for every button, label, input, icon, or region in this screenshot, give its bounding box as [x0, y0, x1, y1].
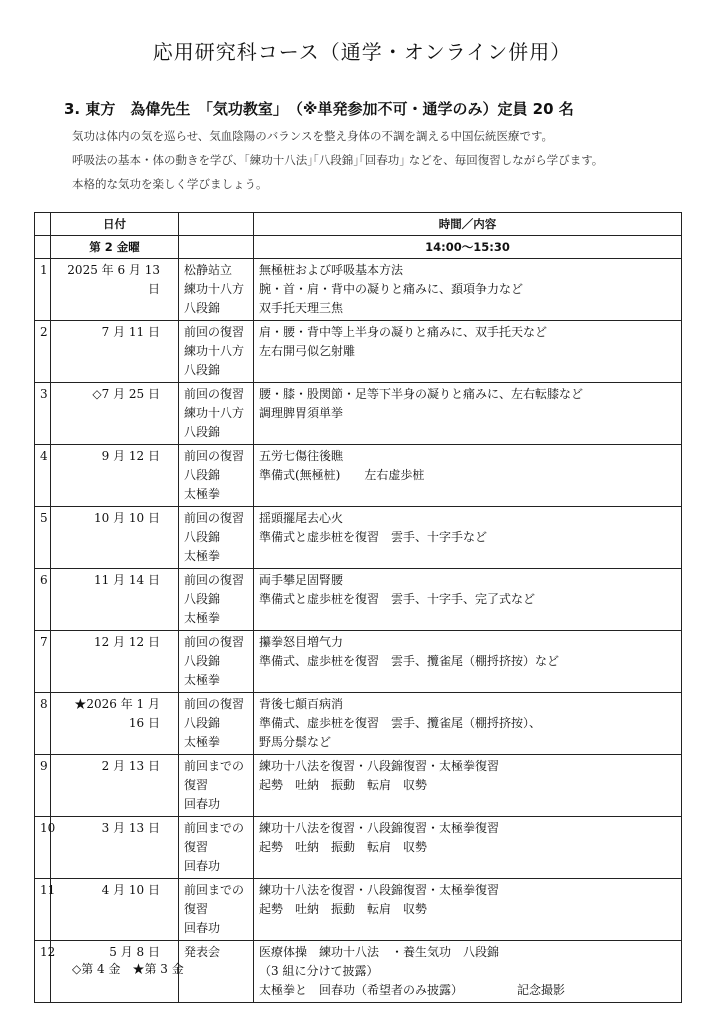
topic-line: 練功十八方 — [184, 406, 245, 420]
row-number: 8 — [35, 693, 51, 755]
content-line: 五労七傷往後瞧 — [259, 449, 344, 463]
topic-line: 八段錦 — [184, 468, 221, 482]
row-topics — [179, 507, 254, 569]
topic-line: 復習 — [184, 902, 209, 916]
topic-line: 八段錦 — [184, 425, 221, 439]
content-line: （3 組に分けて披露） — [259, 964, 379, 978]
topic-line: 練功十八方 — [184, 344, 245, 358]
content-line: 左右開弓似乞射雕 — [259, 344, 356, 358]
row-content — [254, 259, 682, 321]
table-row — [35, 383, 682, 445]
table-row — [35, 693, 682, 755]
subheader-time: 14:00〜15:30 — [254, 236, 682, 259]
row-content — [254, 445, 682, 507]
description-line: 呼吸法の基本・体の動きを学び、｢練功十八法｣｢八段錦｣｢回春功｣ などを、毎回復習しながら学びます。 — [72, 153, 604, 167]
footnote: ◇第 4 金 ★第 3 金 — [72, 962, 184, 976]
row-number: 1 — [35, 259, 51, 321]
topic-line: 前回の復習 — [184, 387, 245, 401]
row-number: 12 — [35, 941, 51, 1003]
content-line: 無極桩および呼吸基本方法 — [259, 263, 404, 277]
topic-line: 前回までの — [184, 821, 245, 835]
row-topics — [179, 259, 254, 321]
content-line: 準備式、虚歩桩を復習 雲手、攬雀尾（棚捋挤按）、 — [259, 716, 542, 730]
row-topics — [179, 817, 254, 879]
row-number: 7 — [35, 631, 51, 693]
content-line: 準備式と虚歩桩を復習 雲手、十字手、完了式など — [259, 592, 536, 606]
row-topics — [179, 631, 254, 693]
topic-line: 前回の復習 — [184, 635, 245, 649]
content-line: 起勢 吐納 振動 転肩 収勢 — [259, 840, 428, 854]
content-line: 両手攀足固腎腰 — [259, 573, 344, 587]
topic-line: 八段錦 — [184, 301, 221, 315]
row-content — [254, 569, 682, 631]
content-line: 太極拳と 回春功（希望者のみ披露） 記念撮影 — [259, 983, 566, 997]
row-number: 2 — [35, 321, 51, 383]
row-topics — [179, 693, 254, 755]
row-content — [254, 879, 682, 941]
row-topics — [179, 879, 254, 941]
row-topics — [179, 941, 254, 1003]
row-date: 12 月 12 日 — [51, 631, 179, 693]
header-content: 時間／内容 — [254, 213, 682, 236]
topic-line: 太極拳 — [184, 735, 221, 749]
row-content — [254, 755, 682, 817]
topic-line: 回春功 — [184, 797, 221, 811]
row-number: 4 — [35, 445, 51, 507]
topic-line: 前回までの — [184, 883, 245, 897]
topic-line: 八段錦 — [184, 363, 221, 377]
row-date: 2025 年 6 月 13 日 — [51, 259, 179, 321]
row-topics — [179, 383, 254, 445]
topic-line: 八段錦 — [184, 716, 221, 730]
row-content — [254, 693, 682, 755]
table-row — [35, 445, 682, 507]
content-line: 攥拳怒目増气力 — [259, 635, 344, 649]
row-content — [254, 631, 682, 693]
row-date: 5 月 8 日 — [51, 941, 179, 1003]
row-content — [254, 941, 682, 1003]
content-line: 練功十八法を復習・八段錦復習・太極拳復習 — [259, 883, 500, 897]
topic-line: 発表会 — [184, 945, 221, 959]
table-header-row — [35, 213, 682, 236]
row-date: 7 月 11 日 — [51, 321, 179, 383]
row-date: ◇7 月 25 日 — [51, 383, 179, 445]
row-number: 5 — [35, 507, 51, 569]
topic-line: 松静站立 — [184, 263, 233, 277]
content-line: 練功十八法を復習・八段錦復習・太極拳復習 — [259, 821, 500, 835]
header-blank — [179, 213, 254, 236]
row-date: 10 月 10 日 — [51, 507, 179, 569]
topic-line: 前回の復習 — [184, 325, 245, 339]
content-line: 揺頭擺尾去心火 — [259, 511, 344, 525]
header-date: 日付 — [51, 213, 179, 236]
row-date: 11 月 14 日 — [51, 569, 179, 631]
row-topics — [179, 569, 254, 631]
table-row — [35, 259, 682, 321]
table-row — [35, 321, 682, 383]
topic-line: 前回の復習 — [184, 449, 245, 463]
content-line: 腕・首・肩・背中の凝りと痛みに、頚項争力など — [259, 282, 524, 296]
schedule-table — [34, 212, 682, 1003]
topic-line: 八段錦 — [184, 530, 221, 544]
row-date: 3 月 13 日 — [51, 817, 179, 879]
page-title: 応用研究科コース（通学・オンライン併用） — [152, 40, 572, 64]
topic-line: 復習 — [184, 840, 209, 854]
content-line: 野馬分鬃など — [259, 735, 332, 749]
row-date: ★2026 年 1 月 16 日 — [51, 693, 179, 755]
content-line: 調理脾胃須単挙 — [259, 406, 344, 420]
content-line: 起勢 吐納 振動 転肩 収勢 — [259, 778, 428, 792]
description-line: 気功は体内の気を巡らせ、気血陰陽のバランスを整え身体の不調を調える中国伝統医療です。 — [72, 129, 554, 143]
content-line: 準備式(無極桩) 左右虚歩桩 — [259, 468, 425, 482]
header-blank — [35, 213, 51, 236]
row-content — [254, 507, 682, 569]
table-row — [35, 507, 682, 569]
topic-line: 八段錦 — [184, 592, 221, 606]
topic-line: 回春功 — [184, 859, 221, 873]
row-date: 4 月 10 日 — [51, 879, 179, 941]
row-topics — [179, 755, 254, 817]
topic-line: 前回の復習 — [184, 573, 245, 587]
topic-line: 回春功 — [184, 921, 221, 935]
row-number: 6 — [35, 569, 51, 631]
subheader-blank — [35, 236, 51, 259]
row-number: 10 — [35, 817, 51, 879]
content-line: 準備式、虚歩桩を復習 雲手、攬雀尾（棚捋挤按）など — [259, 654, 560, 668]
row-date: 2 月 13 日 — [51, 755, 179, 817]
subheader-blank — [179, 236, 254, 259]
topic-line: 練功十八方 — [184, 282, 245, 296]
row-content — [254, 383, 682, 445]
table-row — [35, 631, 682, 693]
row-content — [254, 817, 682, 879]
table-row — [35, 755, 682, 817]
row-number: 3 — [35, 383, 51, 445]
table-row — [35, 569, 682, 631]
content-line: 腰・膝・股関節・足等下半身の凝りと痛みに、左右転膝など — [259, 387, 584, 401]
topic-line: 前回の復習 — [184, 511, 245, 525]
topic-line: 太極拳 — [184, 611, 221, 625]
content-line: 起勢 吐納 振動 転肩 収勢 — [259, 902, 428, 916]
content-line: 準備式と虚歩桩を復習 雲手、十字手など — [259, 530, 488, 544]
content-line: 双手托天理三焦 — [259, 301, 344, 315]
table-subheader-row — [35, 236, 682, 259]
content-line: 背後七顛百病消 — [259, 697, 344, 711]
content-line: 練功十八法を復習・八段錦復習・太極拳復習 — [259, 759, 500, 773]
table-row — [35, 879, 682, 941]
course-subtitle: 3. 東方 為偉先生 「気功教室」 （※単発参加不可・通学のみ）定員 20 名 — [64, 100, 574, 118]
row-number: 11 — [35, 879, 51, 941]
description-line: 本格的な気功を楽しく学びましょう。 — [72, 177, 268, 191]
row-content — [254, 321, 682, 383]
topic-line: 復習 — [184, 778, 209, 792]
topic-line: 前回の復習 — [184, 697, 245, 711]
topic-line: 太極拳 — [184, 549, 221, 563]
topic-line: 前回までの — [184, 759, 245, 773]
row-topics — [179, 445, 254, 507]
table-row — [35, 817, 682, 879]
row-topics — [179, 321, 254, 383]
topic-line: 八段錦 — [184, 654, 221, 668]
row-date: 9 月 12 日 — [51, 445, 179, 507]
content-line: 肩・腰・背中等上半身の凝りと痛みに、双手托天など — [259, 325, 548, 339]
content-line: 医療体操 練功十八法 ・養生気功 八段錦 — [259, 945, 500, 959]
topic-line: 太極拳 — [184, 487, 221, 501]
topic-line: 太極拳 — [184, 673, 221, 687]
subheader-weekday: 第 2 金曜 — [51, 236, 179, 259]
row-number: 9 — [35, 755, 51, 817]
